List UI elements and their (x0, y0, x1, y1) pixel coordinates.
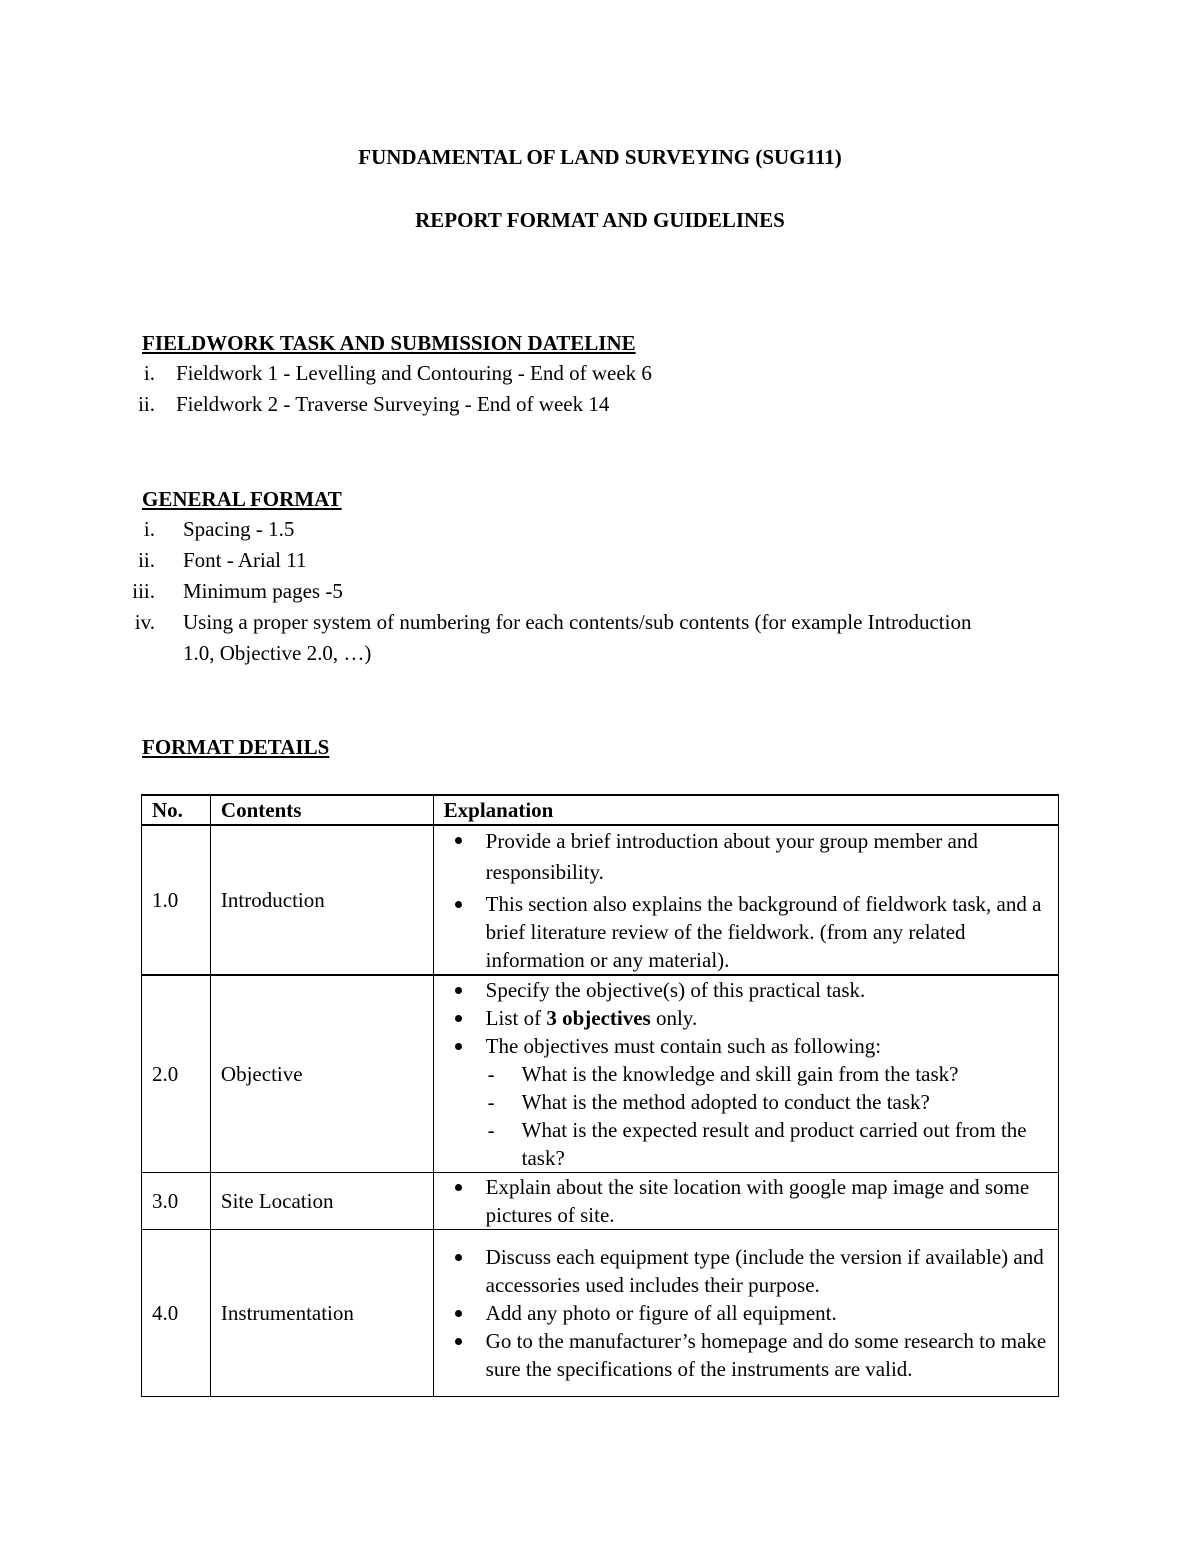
fieldwork-heading: FIELDWORK TASK AND SUBMISSION DATELINE (142, 331, 636, 355)
bullet-icon (455, 1310, 462, 1317)
bullet-icon (455, 1184, 462, 1191)
format-details-table (141, 794, 1059, 1397)
row-content: Instrumentation (210, 1230, 433, 1397)
bullet-item: Go to the manufacturer’s homepage and do some research to make sure the specifications of the instruments are valid. (444, 1327, 1048, 1383)
bullet-icon (455, 1338, 462, 1345)
list-number: iv. (134, 610, 155, 634)
row-number: 1.0 (142, 825, 211, 975)
general-format-list (100, 514, 983, 669)
list-number: iii. (132, 579, 155, 603)
list-number: i. (143, 517, 155, 541)
list-item (100, 576, 983, 607)
row-number: 3.0 (142, 1173, 211, 1230)
bullet-item: The objectives must contain such as following: - What is the knowledge and skill gain from the task? - What is the method adopted to conduct the task? - What is the expected result and product carried out from the task? (444, 1032, 1048, 1172)
list-text: Font - Arial 11 (183, 548, 307, 572)
bullet-icon (455, 1254, 462, 1261)
list-text: Fieldwork 2 - Traverse Surveying - End of week 14 (176, 392, 610, 416)
row-explanation (433, 975, 1058, 1173)
table-row (142, 975, 1059, 1173)
list-item (100, 389, 610, 420)
row-explanation (433, 1230, 1058, 1397)
bullet-item: This section also explains the background of fieldwork task, and a brief literature review of the fieldwork. (from any related information or any material). (444, 888, 1048, 974)
table-row (142, 825, 1059, 975)
list-text: Minimum pages -5 (183, 579, 343, 603)
list-text: Using a proper system of numbering for each contents/sub contents (for example Introduction 1.0, Objective 2.0, …) (183, 610, 972, 665)
list-number: i. (143, 361, 155, 385)
list-text: Fieldwork 1 - Levelling and Contouring - End of week 6 (176, 361, 652, 385)
row-content: Introduction (210, 825, 433, 975)
column-header-explanation: Explanation (433, 795, 1058, 825)
row-number: 4.0 (142, 1230, 211, 1397)
sub-item: - What is the method adopted to conduct the task? (487, 1090, 930, 1114)
row-explanation (433, 1173, 1058, 1230)
bullet-item: Explain about the site location with google map image and some pictures of site. (444, 1173, 1048, 1229)
bullet-icon (455, 837, 462, 844)
bullet-item: Provide a brief introduction about your group member and responsibility. (444, 826, 1048, 888)
sub-list (486, 1060, 1048, 1172)
column-header-contents: Contents (210, 795, 433, 825)
list-text: Spacing - 1.5 (183, 517, 295, 541)
list-item (100, 545, 983, 576)
list-item (100, 358, 652, 389)
bullet-item: Add any photo or figure of all equipment. (444, 1299, 1048, 1327)
fieldwork-list (100, 358, 652, 420)
table-header-row (142, 795, 1059, 825)
list-number: ii. (138, 392, 155, 416)
column-header-no: No. (142, 795, 211, 825)
bullet-item: Specify the objective(s) of this practical task. (444, 976, 1048, 1004)
document-subtitle: REPORT FORMAT AND GUIDELINES (415, 208, 785, 232)
document-title: FUNDAMENTAL OF LAND SURVEYING (SUG111) (358, 145, 842, 169)
bullet-item: List of 3 objectives only. (444, 1004, 1048, 1032)
bullet-icon (455, 1043, 462, 1050)
format-details-heading: FORMAT DETAILS (142, 735, 330, 759)
list-item (100, 607, 983, 669)
row-content: Site Location (210, 1173, 433, 1230)
bullet-icon (455, 901, 462, 908)
sub-item: - What is the knowledge and skill gain from the task? (487, 1062, 959, 1086)
bullet-item: Discuss each equipment type (include the version if available) and accessories used includes their purpose. (444, 1243, 1048, 1299)
row-number: 2.0 (142, 975, 211, 1173)
table-row (142, 1230, 1059, 1397)
row-content: Objective (210, 975, 433, 1173)
row-explanation (433, 825, 1058, 975)
table-row (142, 1173, 1059, 1230)
bullet-icon (455, 987, 462, 994)
bullet-icon (455, 1015, 462, 1022)
sub-item: - What is the expected result and product carried out from the task? (487, 1118, 1027, 1170)
general-format-heading: GENERAL FORMAT (142, 487, 342, 511)
list-number: ii. (138, 548, 155, 572)
list-item (100, 514, 983, 545)
